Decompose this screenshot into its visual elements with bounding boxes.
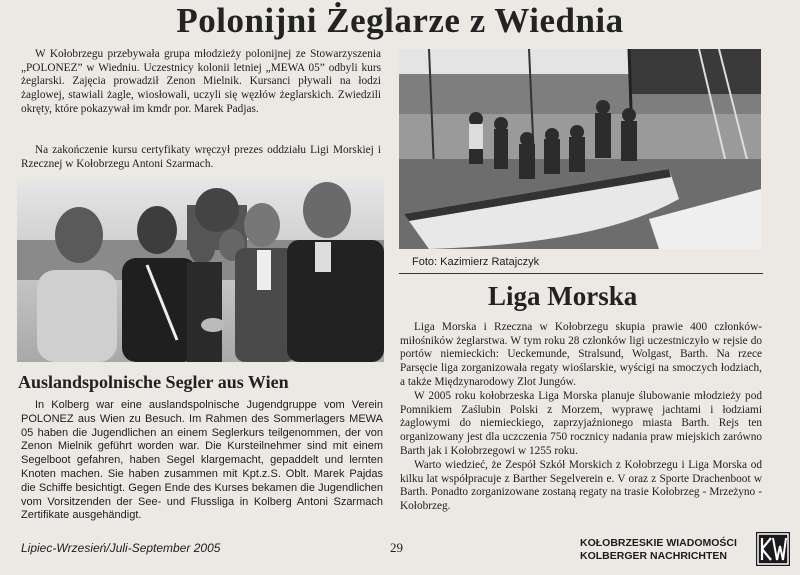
intro-paragraph-2: Na zakończenie kursu certyfikaty wręczył prezes oddziału Ligi Morskiej i Rzecznej w Kołobrzegu Antoni Szarmach. [21,144,381,170]
german-heading: Auslandspolnische Segler aus Wien [18,372,289,392]
publication-name [580,537,737,563]
photo-caption: Foto: Kazimierz Ratajczyk [412,256,540,268]
sailboat-photo [399,49,761,249]
issue-date: Lipiec-Wrzesień/Juli-September 2005 [21,541,221,555]
publication-logo-icon [756,532,790,566]
handshake-photo [17,180,384,362]
page-number: 29 [390,540,403,555]
publication-name-german: KOLBERGER NACHRICHTEN [580,550,727,562]
liga-paragraph-2: W 2005 roku kołobrzeska Liga Morska planuje ślubowanie młodzieży pod Pomnikiem Zaślubin Polski z Morzem, wyprawę jachtami i łodziami żaglowymi do niemieckiego, zaprzyjaźnionego miasta Barth. Rejs ten organizowany jest dla uczczenia 750 rocznicy nadania praw miejskich zarówno Barth jak i Kołobrzegowi w 1255 roku. [400,390,762,457]
intro-paragraph-1: W Kołobrzegu przebywała grupa młodzieży polonijnej ze Stowarzyszenia „POLONEZ” w Wiedniu. Uczestnicy kolonii letniej „MEWA 05” odbyli kurs żeglarski. Zajęcia prowadził Zenon Mielnik. Kursanci pływali na łodzi żaglowej, stawiali żagle, wiosłowali, uczyli się węzłów żeglarskich. Zwiedzili okręty, które pokazywał im kmdr por. Marek Padjas. [21,48,381,115]
caption-divider [399,273,763,274]
liga-paragraph-1: Liga Morska i Rzeczna w Kołobrzegu skupia prawie 400 członków-miłośników żeglarstwa. W tym roku 28 członków ligi uczestniczyło w rejsie do portów niemieckich: Ueckemunde, Stralsund, Wolgast, Barth. Na rzece Parsęcie liga zorganizowała regaty wioślarskie, wyścigi na smoczych łodziach, a także Międzynarodowy Zlot Jungów. [400,321,762,388]
liga-heading: Liga Morska [488,281,638,311]
german-text: In Kolberg war eine auslandspolnische Jugendgruppe vom Verein POLONEZ aus Wien zu Besuch. Im Rahmen des Sommerlagers MEWA 05 haben die Jugendlichen an einem Seglerkurs teilgenommen, der von Zenon Mielnik geführt worden war. Die Kursteilnehmer sind mit einem Segelboot gefahren, haben Segel klargemacht, gepaddelt und lernten Knoten machen. Sie haben zusammen mit Kpt.z.S. Oblt. Marek Pajdas die Schiffe besichtigt. Gegen Ende des Kurses bekamen die Jugendlichen vom Vorsitzenden der See- und Flussliga in Kolberg Antoni Szarmach Zertifikate ausgehändigt. [21,399,383,522]
liga-paragraph-3: Warto wiedzieć, że Zespół Szkół Morskich z Kołobrzegu i Liga Morska od kilku lat współpracuje z Barther Segelverein e. V oraz z Sporte Drachenboot w Barth. Ponadto zorganizowane zostaną regaty na trasie Kołobrzeg - Mrzeżyno - Kołobrzeg. [400,459,762,513]
page-title: Polonijni Żeglarze z Wiednia [176,1,624,40]
publication-name-polish: KOŁOBRZESKIE WIADOMOŚCI [580,537,737,549]
